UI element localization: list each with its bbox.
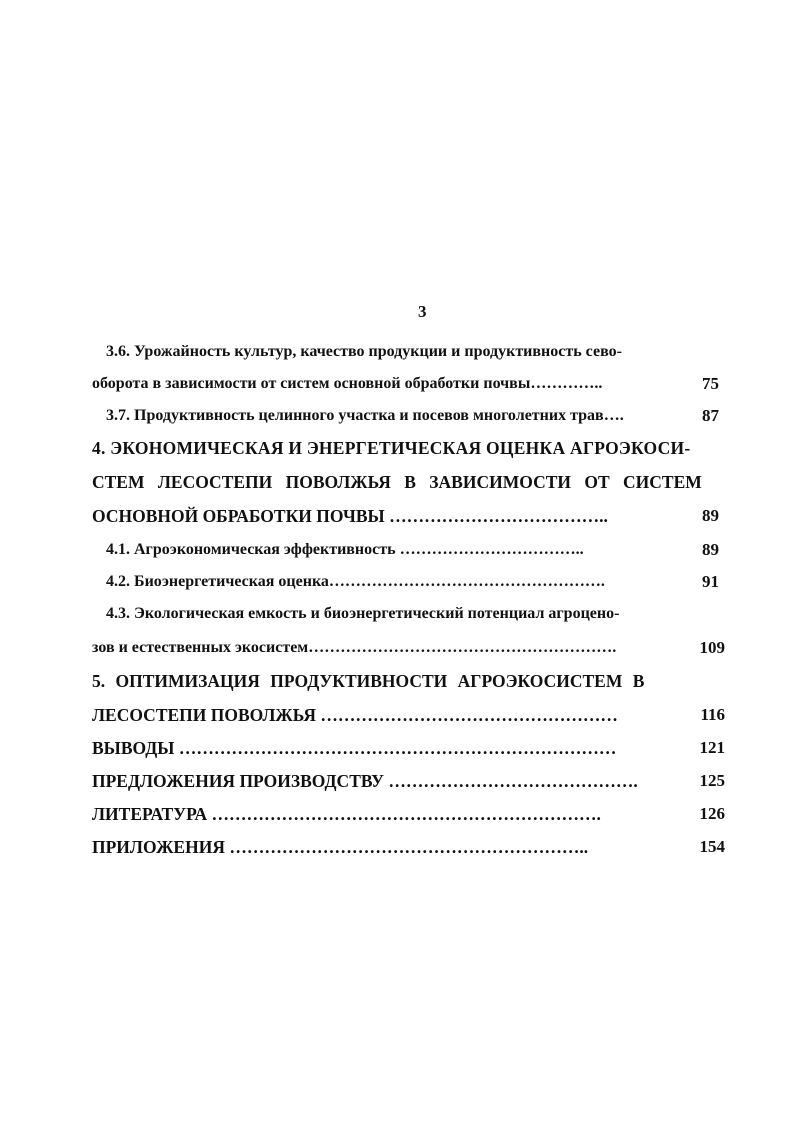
toc-entry-conclusions-page: 121: [699, 738, 725, 757]
toc-entry-3-7-line-1: 3.7. Продуктивность целинного участка и посевов многолетних трав….: [106, 407, 624, 424]
toc-entry-proposals-page: 125: [699, 771, 725, 790]
toc-entry-4-line-2: СТЕМ ЛЕСОСТЕПИ ПОВОЛЖЬЯ В ЗАВИСИМОСТИ ОТ СИСТЕМ: [92, 472, 702, 492]
toc-entry-3-6-page: 75: [702, 374, 719, 393]
toc-entry-4-3-line-2: зов и естественных экосистем………………………………………………….: [92, 639, 617, 656]
toc-entry-4-page: 89: [702, 506, 719, 525]
toc-entry-4-1-page: 89: [702, 540, 719, 559]
toc-entry-3-6-line-2: оборота в зависимости от систем основной обработки почвы…………..: [92, 375, 603, 392]
toc-entry-proposals: ПРЕДЛОЖЕНИЯ ПРОИЗВОДСТВУ …………………………………….: [92, 771, 638, 791]
toc-entry-3-7-page: 87: [702, 406, 719, 425]
toc-entry-4-1-line-1: 4.1. Агроэкономическая эффективность ……………………………..: [106, 541, 584, 558]
toc-entry-4-3-page: 109: [699, 638, 725, 657]
toc-entry-4-2-page: 91: [702, 572, 719, 591]
toc-entry-literature: ЛИТЕРАТУРА ………………………………………………………….: [92, 804, 601, 824]
toc-entry-4-line-1: 4. ЭКОНОМИЧЕСКАЯ И ЭНЕРГЕТИЧЕСКАЯ ОЦЕНКА АГРОЭКОСИ-: [92, 438, 691, 458]
toc-entry-4-line-3: ОСНОВНОЙ ОБРАБОТКИ ПОЧВЫ ………………………………..: [92, 506, 608, 526]
toc-entry-appendices-page: 154: [699, 837, 725, 856]
toc-entry-5-line-1: 5. ОПТИМИЗАЦИЯ ПРОДУКТИВНОСТИ АГРОЭКОСИСТЕМ В: [92, 671, 645, 691]
toc-entry-4-3-line-1: 4.3. Экологическая емкость и биоэнергетический потенциал агроцено-: [106, 605, 620, 622]
page-number: 3: [418, 302, 427, 321]
toc-entry-3-6-line-1: 3.6. Урожайность культур, качество продукции и продуктивность сево-: [106, 343, 622, 360]
toc-entry-4-2-line-1: 4.2. Биоэнергетическая оценка…………………………………………….: [106, 573, 605, 590]
toc-entry-5-line-2: ЛЕСОСТЕПИ ПОВОЛЖЬЯ ……………………………………………: [92, 705, 618, 725]
toc-entry-conclusions: ВЫВОДЫ …………………………………………………………………: [92, 738, 617, 758]
toc-entry-appendices: ПРИЛОЖЕНИЯ ……………………………………………………..: [92, 837, 589, 857]
toc-entry-5-page: 116: [700, 705, 725, 724]
toc-entry-literature-page: 126: [699, 804, 725, 823]
